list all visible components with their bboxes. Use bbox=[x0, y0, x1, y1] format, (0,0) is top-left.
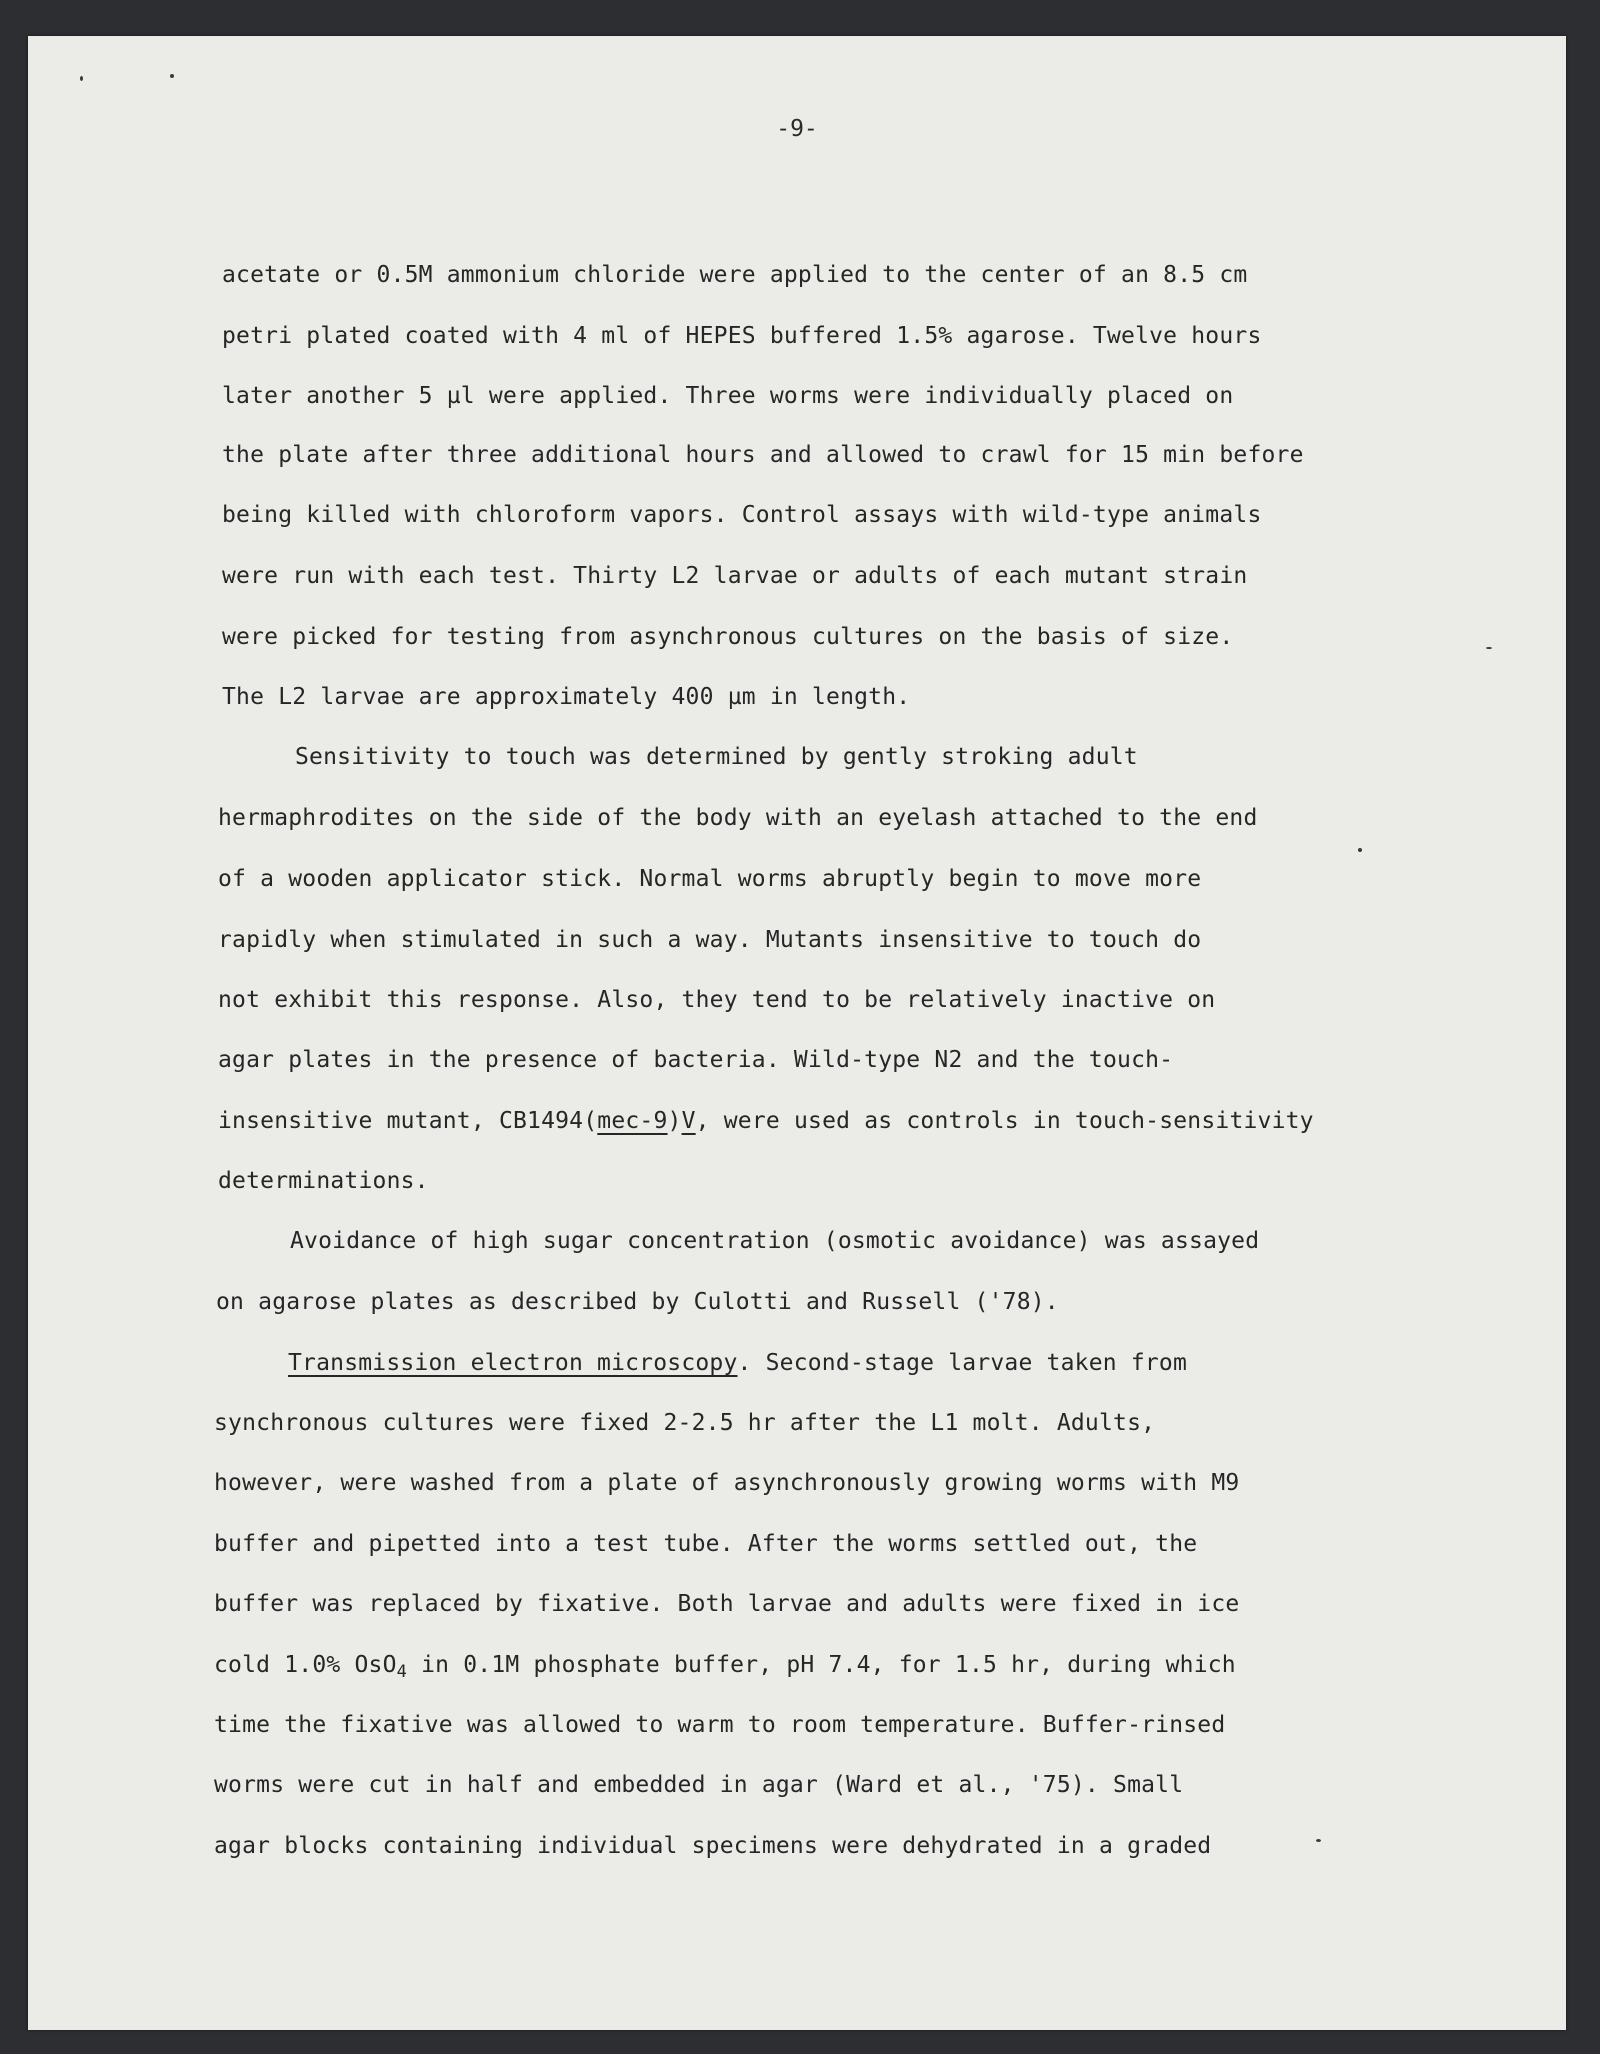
text-line: not exhibit this response. Also, they tend to be relatively inactive on bbox=[218, 987, 1216, 1013]
text-segment: in 0.1M phosphate buffer, pH 7.4, for 1.5 hr, during which bbox=[407, 1652, 1236, 1678]
text-segment: ) bbox=[667, 1108, 682, 1134]
text-segment: , were used as controls in touch-sensitivity bbox=[695, 1108, 1314, 1134]
document-page bbox=[28, 36, 1566, 2030]
text-line-mutant bbox=[218, 1108, 1314, 1134]
text-line: agar blocks containing individual specimens were dehydrated in a graded bbox=[214, 1833, 1212, 1859]
paragraph-start-line: Avoidance of high sugar concentration (osmotic avoidance) was assayed bbox=[290, 1228, 1260, 1254]
text-line: however, were washed from a plate of asynchronously growing worms with M9 bbox=[214, 1470, 1240, 1496]
text-line: petri plated coated with 4 ml of HEPES buffered 1.5% agarose. Twelve hours bbox=[222, 323, 1262, 349]
text-segment: . Second-stage larvae taken from bbox=[737, 1350, 1188, 1376]
text-line: the plate after three additional hours and allowed to crawl for 15 min before bbox=[222, 442, 1304, 468]
text-segment: insensitive mutant, CB1494( bbox=[218, 1108, 598, 1134]
text-segment: cold 1.0% OsO bbox=[214, 1652, 397, 1678]
subscript: 4 bbox=[396, 1662, 408, 1682]
text-line: of a wooden applicator stick. Normal worms abruptly begin to move more bbox=[218, 866, 1202, 892]
text-line: The L2 larvae are approximately 400 µm in length. bbox=[222, 684, 911, 710]
paper-speck bbox=[80, 76, 83, 81]
section-heading: Transmission electron microscopy bbox=[288, 1350, 738, 1376]
text-line: time the fixative was allowed to warm to room temperature. Buffer-rinsed bbox=[214, 1712, 1226, 1738]
chromosome-label: V bbox=[681, 1108, 696, 1134]
page-number: -9- bbox=[776, 116, 818, 142]
text-line: acetate or 0.5M ammonium chloride were applied to the center of an 8.5 cm bbox=[222, 262, 1248, 288]
text-line: synchronous cultures were fixed 2-2.5 hr after the L1 molt. Adults, bbox=[214, 1410, 1156, 1436]
text-line: buffer was replaced by fixative. Both larvae and adults were fixed in ice bbox=[214, 1591, 1240, 1617]
text-line-oso4 bbox=[214, 1652, 1236, 1682]
text-line: buffer and pipetted into a test tube. After the worms settled out, the bbox=[214, 1531, 1198, 1557]
paper-speck bbox=[170, 74, 174, 78]
text-line: worms were cut in half and embedded in agar (Ward et al., '75). Small bbox=[214, 1772, 1184, 1798]
section-heading-line bbox=[288, 1350, 1187, 1376]
text-line: agar plates in the presence of bacteria. Wild-type N2 and the touch- bbox=[218, 1047, 1174, 1073]
paragraph-start-line: Sensitivity to touch was determined by gently stroking adult bbox=[295, 744, 1138, 770]
text-line: hermaphrodites on the side of the body with an eyelash attached to the end bbox=[218, 805, 1258, 831]
paper-speck bbox=[1316, 1839, 1321, 1842]
text-line: determinations. bbox=[218, 1168, 429, 1194]
text-line: being killed with chloroform vapors. Control assays with wild-type animals bbox=[222, 502, 1262, 528]
gene-name: mec-9 bbox=[597, 1108, 668, 1134]
text-line: on agarose plates as described by Culotti and Russell ('78). bbox=[216, 1289, 1059, 1315]
text-line: rapidly when stimulated in such a way. Mutants insensitive to touch do bbox=[218, 927, 1202, 953]
text-line: later another 5 µl were applied. Three worms were individually placed on bbox=[222, 383, 1234, 409]
paper-speck bbox=[1486, 647, 1492, 649]
text-line: were picked for testing from asynchronous cultures on the basis of size. bbox=[222, 624, 1234, 650]
text-line: were run with each test. Thirty L2 larvae or adults of each mutant strain bbox=[222, 563, 1248, 589]
paper-speck bbox=[1358, 848, 1362, 852]
